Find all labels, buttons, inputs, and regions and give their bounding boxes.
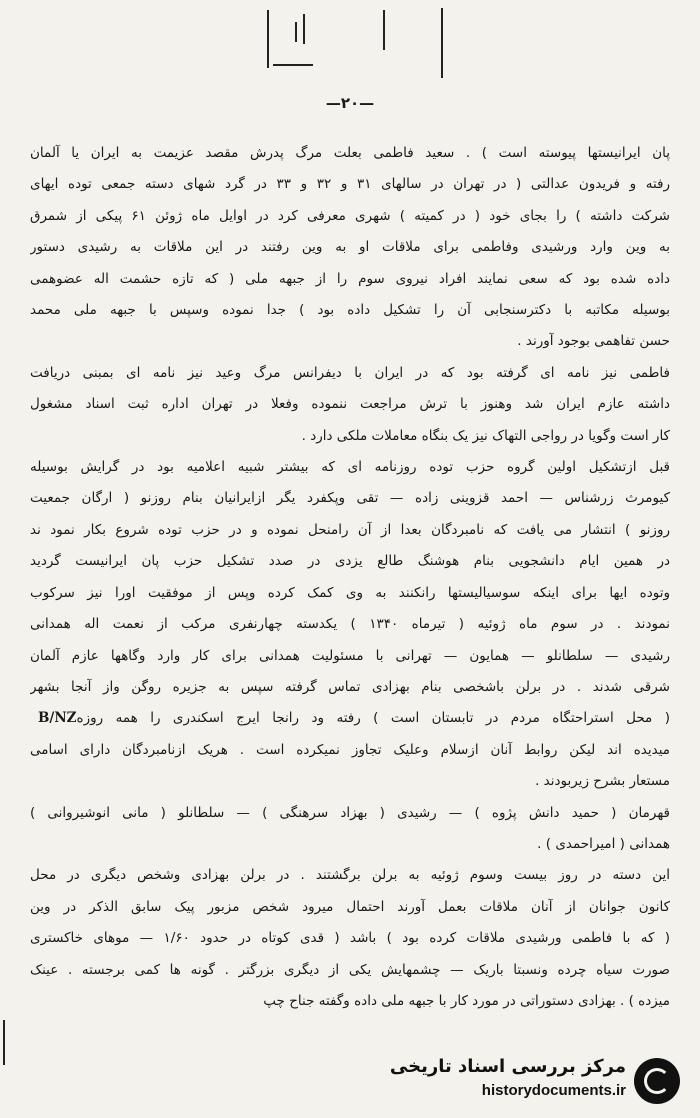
text-line: فاطمی نیز نامه ای گرفته بود که در ایران با دیفرانس مرگ وعید نیز نامه ای بمبنی دریافت xyxy=(30,364,670,381)
paragraph xyxy=(30,358,670,452)
text-line: کیومرث زرشناس — احمد قزوینی زاده — تقی وپکفرد یگر ازایرانیان بنام روزنو ( ارگان جمعیت xyxy=(30,490,670,507)
text-line: نمودند . در سوم ماه ژوئیه ( تیرماه ۱۳۴۰ ) یکدسته چهارنفری مرکب از نعمت اله همدانی xyxy=(30,616,670,633)
margin-rule xyxy=(3,1020,5,1065)
header-handwritten-mark xyxy=(255,4,415,74)
watermark-title: مرکز بررسی اسناد تاریخی xyxy=(389,1056,626,1077)
text-line-content: ( محل استراحتگاه مردم در تابستان است ) رفته ود رانجا ایرج اسکندری را همه روزه xyxy=(76,710,670,727)
text-line: کار است وگویا در رواجی التهاک نیز یک بنگاه معاملات ملکی دارد . xyxy=(301,427,670,444)
text-line: رفته و فریدون عدالتی ( در تهران در سالهای ۳۱ و ۳۲ و ۳۳ در گرد شهای دسته جمعی توده ایهای xyxy=(30,176,670,193)
text-line: ( که با فاطمی ورشیدی ملاقات کرده بود ) باشد ( قدی کوتاه در حدود ۱/۶۰ — موهای خاکستری xyxy=(30,930,670,947)
text-line: میدیده اند لیکن روابط آنان ازسلام وعلیک تجاوز نمیکرده است . هریک ازنامبردگان دارای اسامی xyxy=(30,741,670,758)
text-line: به وین وارد ورشیدی وفاطمی برای ملاقات او به وین رفتند در این ملاقات به رشیدی دستور xyxy=(30,239,670,256)
text-line: روزنو ) انتشار می یافت که نامبردگان بعدا از آن رامنحل نموده و در حزب توده شروع بکار نمود ند xyxy=(30,521,670,538)
text-line: شرقی شدند . در برلن باشخصی بنام بهزادی تماس گرفته سپس به جزیره روگن واز آنجا بشهر xyxy=(30,678,670,695)
document-body xyxy=(30,138,670,1017)
text-line: وتوده ایها برای اینکه سوسیالیستها رانکنند به وی کمک کرده وپس از موفقیت اورا نیز سرکوب xyxy=(30,584,670,601)
paragraph xyxy=(30,452,670,797)
paragraph xyxy=(30,138,670,358)
text-line: داده شده بود که سعی نمایند افراد نیروی سوم را از جبهه ملی ( که تازه حشمت اله عضوهمی xyxy=(30,270,670,287)
text-line: در همین ایام دانشجویی بنام هوشنگ طالع یزدی در صدد تشکیل حزب پان ایرانیست گردید xyxy=(30,553,670,570)
text-line: پان ایرانیستها پیوسته است ) . سعید فاطمی بعلت مرگ پدرش مقصد عزیمت به ایران یا آلمان xyxy=(30,145,670,161)
inline-latin-text: B/NZ xyxy=(38,710,77,727)
text-line: میزده ) . بهزادی دستوراتی در مورد کار با جبهه ملی داده وگفته جناح چپ xyxy=(263,992,670,1009)
paragraph xyxy=(30,798,670,861)
text-line: قهرمان ( حمید دانش پژوه ) — رشیدی ( بهزاد سرهنگی ) — سلطانلو ( مانی انوشیروانی ) xyxy=(30,804,670,821)
text-line: قبل ازتشکیل اولین گروه حزب توده روزنامه ای که بیشتر شبیه اعلامیه بود در گرایش بوسیله xyxy=(30,459,670,476)
text-line: همدانی ( امیراحمدی ) . xyxy=(537,835,670,852)
text-line: شرکت داشته ) را بجای خود ( در کمیته ) شهری معرفی کرد در اوایل ماه ژوئن ۶۱ پیکی از شمرق xyxy=(30,207,670,224)
text-line: رشیدی — سلطانلو — همایون — تهرانی با مسئولیت همدانی برای کار وارد وگاهها عازم آلمان xyxy=(30,647,670,664)
text-line: کانون جوانان از آنان ملاقات بعمل آورند احتمال میرود شخص مزبور پیک سابق الذکر در وین xyxy=(30,898,670,915)
watermark xyxy=(390,1056,680,1106)
paragraph xyxy=(30,860,670,1017)
text-line xyxy=(30,703,670,734)
page-number: —۲۰— xyxy=(325,94,375,112)
text-line: حسن تفاهمی بوجود آورند . xyxy=(517,333,670,350)
text-line: مستعار بشرح زیربودند . xyxy=(535,773,670,790)
text-line: بوسیله مکاتبه با دکترسنجابی آن را تشکیل داده بود ) جدا نموده وسپس با جبهه ملی محمد xyxy=(30,302,670,319)
text-line: این دسته در روز بیست وسوم ژوئیه به برلن برگشتند . در برلن بهزادی وشخص دیگری در محل xyxy=(30,867,670,884)
watermark-url: historydocuments.ir xyxy=(481,1082,626,1099)
text-line: داشته عازم ایران شد وهنوز با ترش مراجعت ننموده وفعلا در تهران اداره ثبت اسناد مشغول xyxy=(30,396,670,413)
archive-emblem-icon xyxy=(634,1058,680,1104)
text-line: صورت سیاه چرده ونسبتا باریک — چشمهایش یکی از دیگری بزرگتر . گونه ها کمی برجسته . عینک xyxy=(30,961,670,978)
